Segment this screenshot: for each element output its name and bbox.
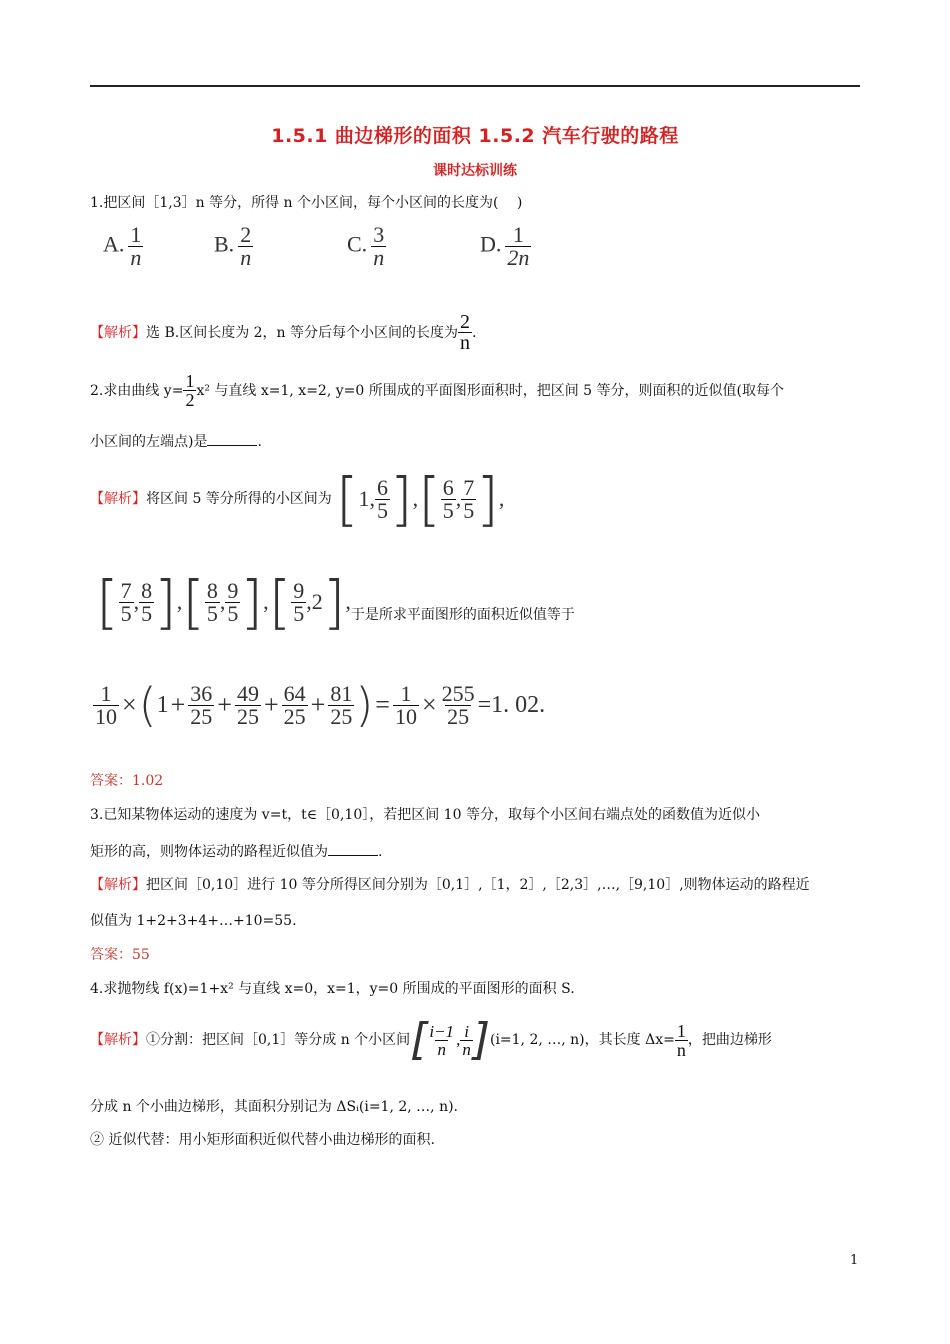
q1-option-a: A. $\frac{1}{n}$ [103,222,142,270]
q3-answer: 答案：55 [90,947,150,963]
q4-analysis: 【解析】 ①分割：把区间［0,1］等分成 n 个小区间 [ $\frac{i-1}{n}$ , $\frac{i}{n}$ ] (i=1, 2, …, n)，其长度 Δx= $\frac{1}{n}$ ，把曲边梯形 [90,1014,772,1065]
q4-text: 4.求抛物线 f(x)=1+x² 与直线 x=0，x=1，y=0 所围成的平面图形的面积 S. [90,981,575,997]
q3-analysis: 【解析】把区间［0,10］进行 10 等分所得区间分别为［0,1］,［1，2］,［2,3］,…,［9,10］,则物体运动的路程近 [90,877,810,893]
page-subtitle: 课时达标训练 [433,163,517,179]
q2-answer: 答案：1.02 [90,773,164,789]
q2-formula: $\frac{1}{10}$ × ( 1 + $\frac{36}{25}$ + $\frac{49}{25}$ + $\frac{64}{25}$ + $\frac{81}{25}$ ) = $\frac{1}{10}$ × $\frac{255}{25}$ =1. 02. [95,678,546,732]
q1-option-c: C. $\frac{3}{n}$ [347,222,385,270]
q3-answer-blank [328,841,378,856]
q2-intervals-row2: [ $\frac{7}{5}$ , $\frac{8}{5}$ ] , [ $\frac{8}{5}$ , $\frac{9}{5}$ ] , [ $\frac{9}{5}$ , 2 ] , 于是所求平面图形的面积近似值等于 [96,568,575,636]
q4-analysis-line3: ② 近似代替：用小矩形面积近似代替小曲边梯形的面积. [90,1132,435,1148]
q3-analysis-line2: 似值为 1+2+3+4+…+10=55. [90,913,297,929]
interval-5: [ $\frac{9}{5}$ , 2 ] [268,568,346,636]
q1-option-b: B. $\frac{2}{n}$ [214,222,252,270]
q2-answer-blank [207,431,257,446]
q2-analysis: 【解析】 将区间 5 等分所得的小区间为 [ 1 , $\frac{6}{5}$ ] , [ $\frac{6}{5}$ , $\frac{7}{5}$ ] , [90,465,505,533]
q1-text: 1.把区间［1,3］n 等分，所得 n 个小区间，每个小区间的长度为( ) [90,195,523,211]
interval-4: [ $\frac{8}{5}$ , $\frac{9}{5}$ ] [182,568,264,636]
q3-text-line2: 矩形的高，则物体运动的路程近似值为 . [90,841,382,862]
interval-3: [ $\frac{7}{5}$ , $\frac{8}{5}$ ] [96,568,177,636]
q1-analysis: 【解析】 选 B.区间长度为 2，n 等分后每个小区间的长度为 $\frac{2}{n}$ . [90,311,477,354]
q2-text: 2.求由曲线 y= $\frac{1}{2}$ x² 与直线 x=1, x=2, y=0 所围成的平面图形面积时，把区间 5 等分，则面积的近似值(取每个 [90,371,784,410]
q1-option-d: D. $\frac{1}{2n}$ [480,222,530,270]
q2-text-line2: 小区间的左端点)是 . [90,431,262,452]
page-title: 1.5.1 曲边梯形的面积 1.5.2 汽车行驶的路程 [271,125,679,147]
q4-analysis-line2: 分成 n 个小曲边梯形，其面积分别记为 ΔSᵢ(i=1, 2, …, n). [90,1099,458,1115]
header-rule [90,85,860,87]
page-number: 1 [850,1253,859,1268]
interval-1: [ 1 , $\frac{6}{5}$ ] [335,465,413,533]
interval-2: [ $\frac{6}{5}$ , $\frac{7}{5}$ ] [418,465,499,533]
q3-text: 3.已知某物体运动的速度为 v=t，t∈［0,10］，若把区间 10 等分，取每个小区间右端点处的函数值为近似小 [90,807,760,823]
q4-interval: [ $\frac{i-1}{n}$ , $\frac{i}{n}$ ] [410,1014,490,1065]
